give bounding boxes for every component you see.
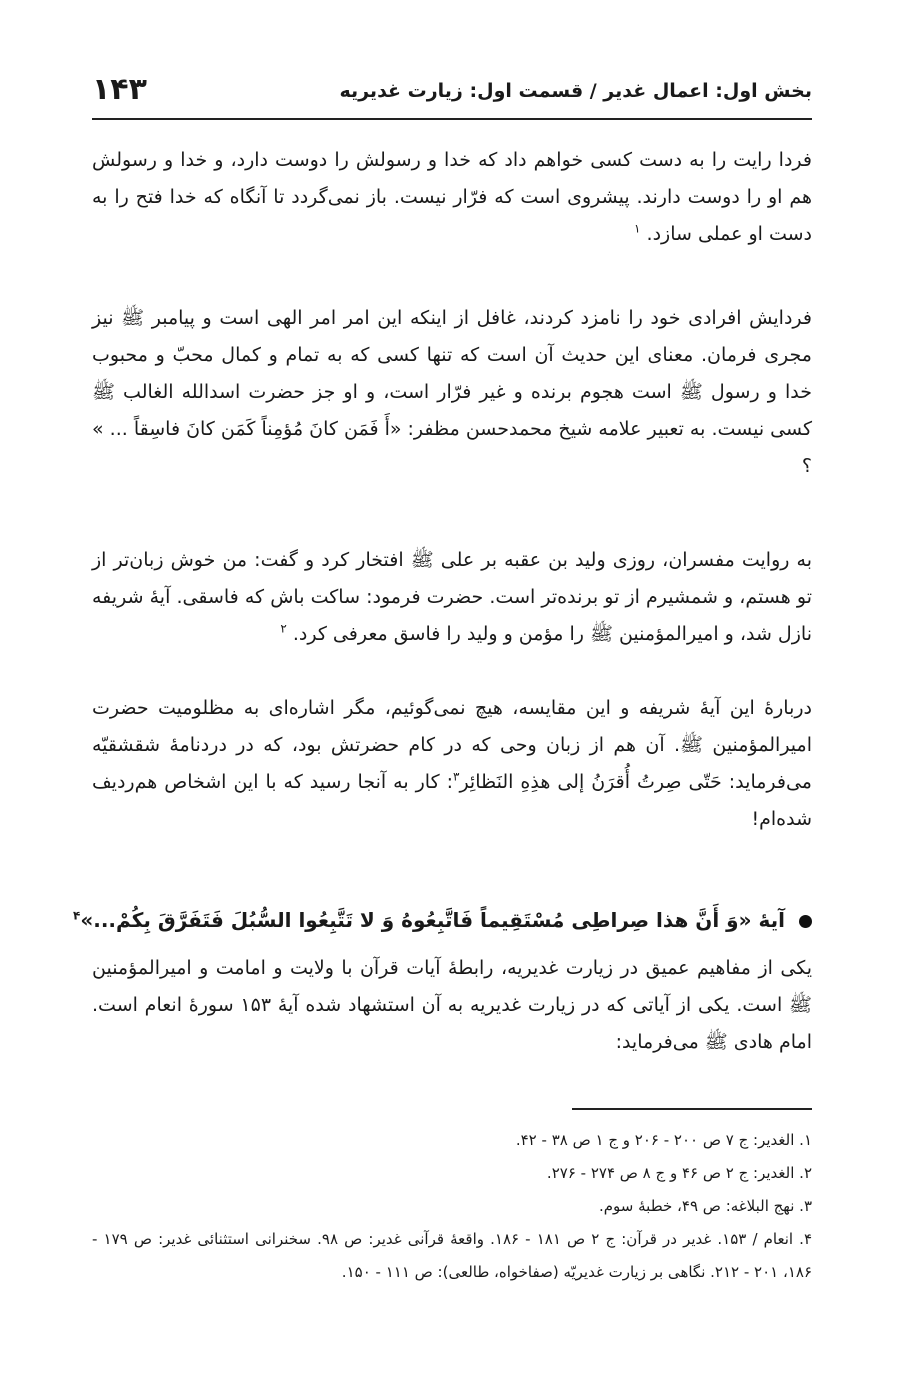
paragraph-text: دربارۀ این آیۀ شریفه و این مقایسه، هیچ نمی‌گوئیم، مگر اشاره‌ای به مظلومیت حضرت امیرالمؤمنین ﷺ. آن هم از زبان وحی که در کام حضرتش بود، که در دردنامۀ شقشقیّه می‌فرماید: حَتّی صِرتُ أُقرَنُ إلی هذِهِ النَظائِر <box>92 697 812 793</box>
footnote-4: ۴. انعام / ۱۵۳. غدیر در قرآن: ج ۲ ص ۱۸۱ - ۱۸۶. واقعۀ قرآنی غدیر: ص ۹۸. سخنرانی استثنائی غدیر: ص ۱۷۹ - ۱۸۶، ۲۰۱ - ۲۱۲. نگاهی بر زیارت غدیریّه (صفاخواه، طالعی): ص ۱۱۱ - ۱۵۰. <box>92 1230 813 1281</box>
footnote-1: ۱. الغدیر: ج ۷ ص ۲۰۰ - ۲۰۶ و ج ۱ ص ۳۸ - ۴۲. <box>515 1131 812 1149</box>
paragraph-text: فردا رایت را به دست کسی خواهم داد که خدا و رسولش را دوست دارد، و خدا و رسولش هم او را دوست دارند. پیشروی است که فرّار نیست. باز نمی‌گردد تا آنگاه که خدا فتح را به دست او عملی سازد. <box>92 149 812 245</box>
paragraph-1 <box>92 142 812 253</box>
paragraph-text: به روایت مفسران، روزی ولید بن عقبه بر علی ﷺ افتخار کرد و گفت: من خوش زبان‌تر از تو هستم، و شمشیرم از تو برنده‌تر است. حضرت فرمود: ساکت باش که فاسقی. آیۀ شریفه نازل شد، و امیرالمؤمنین ﷺ را مؤمن و ولید را فاسق معرفی کرد. <box>92 549 812 645</box>
footnote-2: ۲. الغدیر: ج ۲ ص ۴۶ و ج ۸ ص ۲۷۴ - ۲۷۶. <box>546 1164 812 1182</box>
footnote-3: ۳. نهج البلاغه: ص ۴۹، خطبۀ سوم. <box>599 1197 812 1215</box>
paragraph-text-continued: : کار به آنجا رسید که با این اشخاص هم‌ردیف شده‌ام! <box>92 771 812 830</box>
paragraph-3 <box>92 542 812 653</box>
page-header <box>92 68 812 120</box>
verse-heading-text: آیۀ «وَ أَنَّ هذا صِراطِی مُسْتَقِیماً فَاتَّبِعُوهُ وَ لا تَتَّبِعُوا السُّبُلَ فَتَفَرَّقَ بِکُمْ...» <box>80 908 785 932</box>
paragraph-text: یکی از مفاهیم عمیق در زیارت غدیریه، رابطۀ آیات قرآن با ولایت و امامت و امیرالمؤمنین ﷺ است. یکی از آیاتی که در زیارت غدیریه به آن استشهاد شده آیۀ ۱۵۳ سورۀ انعام است. امام هادی ﷺ می‌فرماید: <box>92 957 812 1053</box>
page-number: ۱۴۳ <box>92 72 147 107</box>
paragraph-4 <box>92 690 812 838</box>
paragraph-text: فردایش افرادی خود را نامزد کردند، غافل از اینکه این امر امر الهی است و پیامبر ﷺ نیز مجری فرمان. معنای این حدیث آن است که تنها کسی که به تمام و کمال محبّ و محبوب خدا و رسول ﷺ است هجوم برنده و غیر فرّار است، و او جز حضرت اسدالله الغالب ﷺ کسی نیست. به تعبیر علامه شیخ محمدحسن مظفر: «أَ فَمَن کانَ مُؤمِناً کَمَن کانَ فاسِقاً ... » ؟ <box>92 307 812 477</box>
bullet-icon <box>799 915 812 928</box>
footnote-ref: ۲ <box>280 621 287 636</box>
footnote-ref: ۱ <box>634 221 641 236</box>
running-head: بخش اول: اعمال غدیر / قسمت اول: زیارت غدیریه <box>339 80 812 102</box>
paragraph-2 <box>92 300 812 485</box>
footnote-ref: ۴ <box>72 908 81 923</box>
footnote-ref: ۳ <box>453 769 460 784</box>
footnotes <box>92 1124 812 1289</box>
footnote-separator <box>572 1108 812 1110</box>
paragraph-5 <box>92 950 812 1061</box>
verse-heading <box>72 900 812 940</box>
